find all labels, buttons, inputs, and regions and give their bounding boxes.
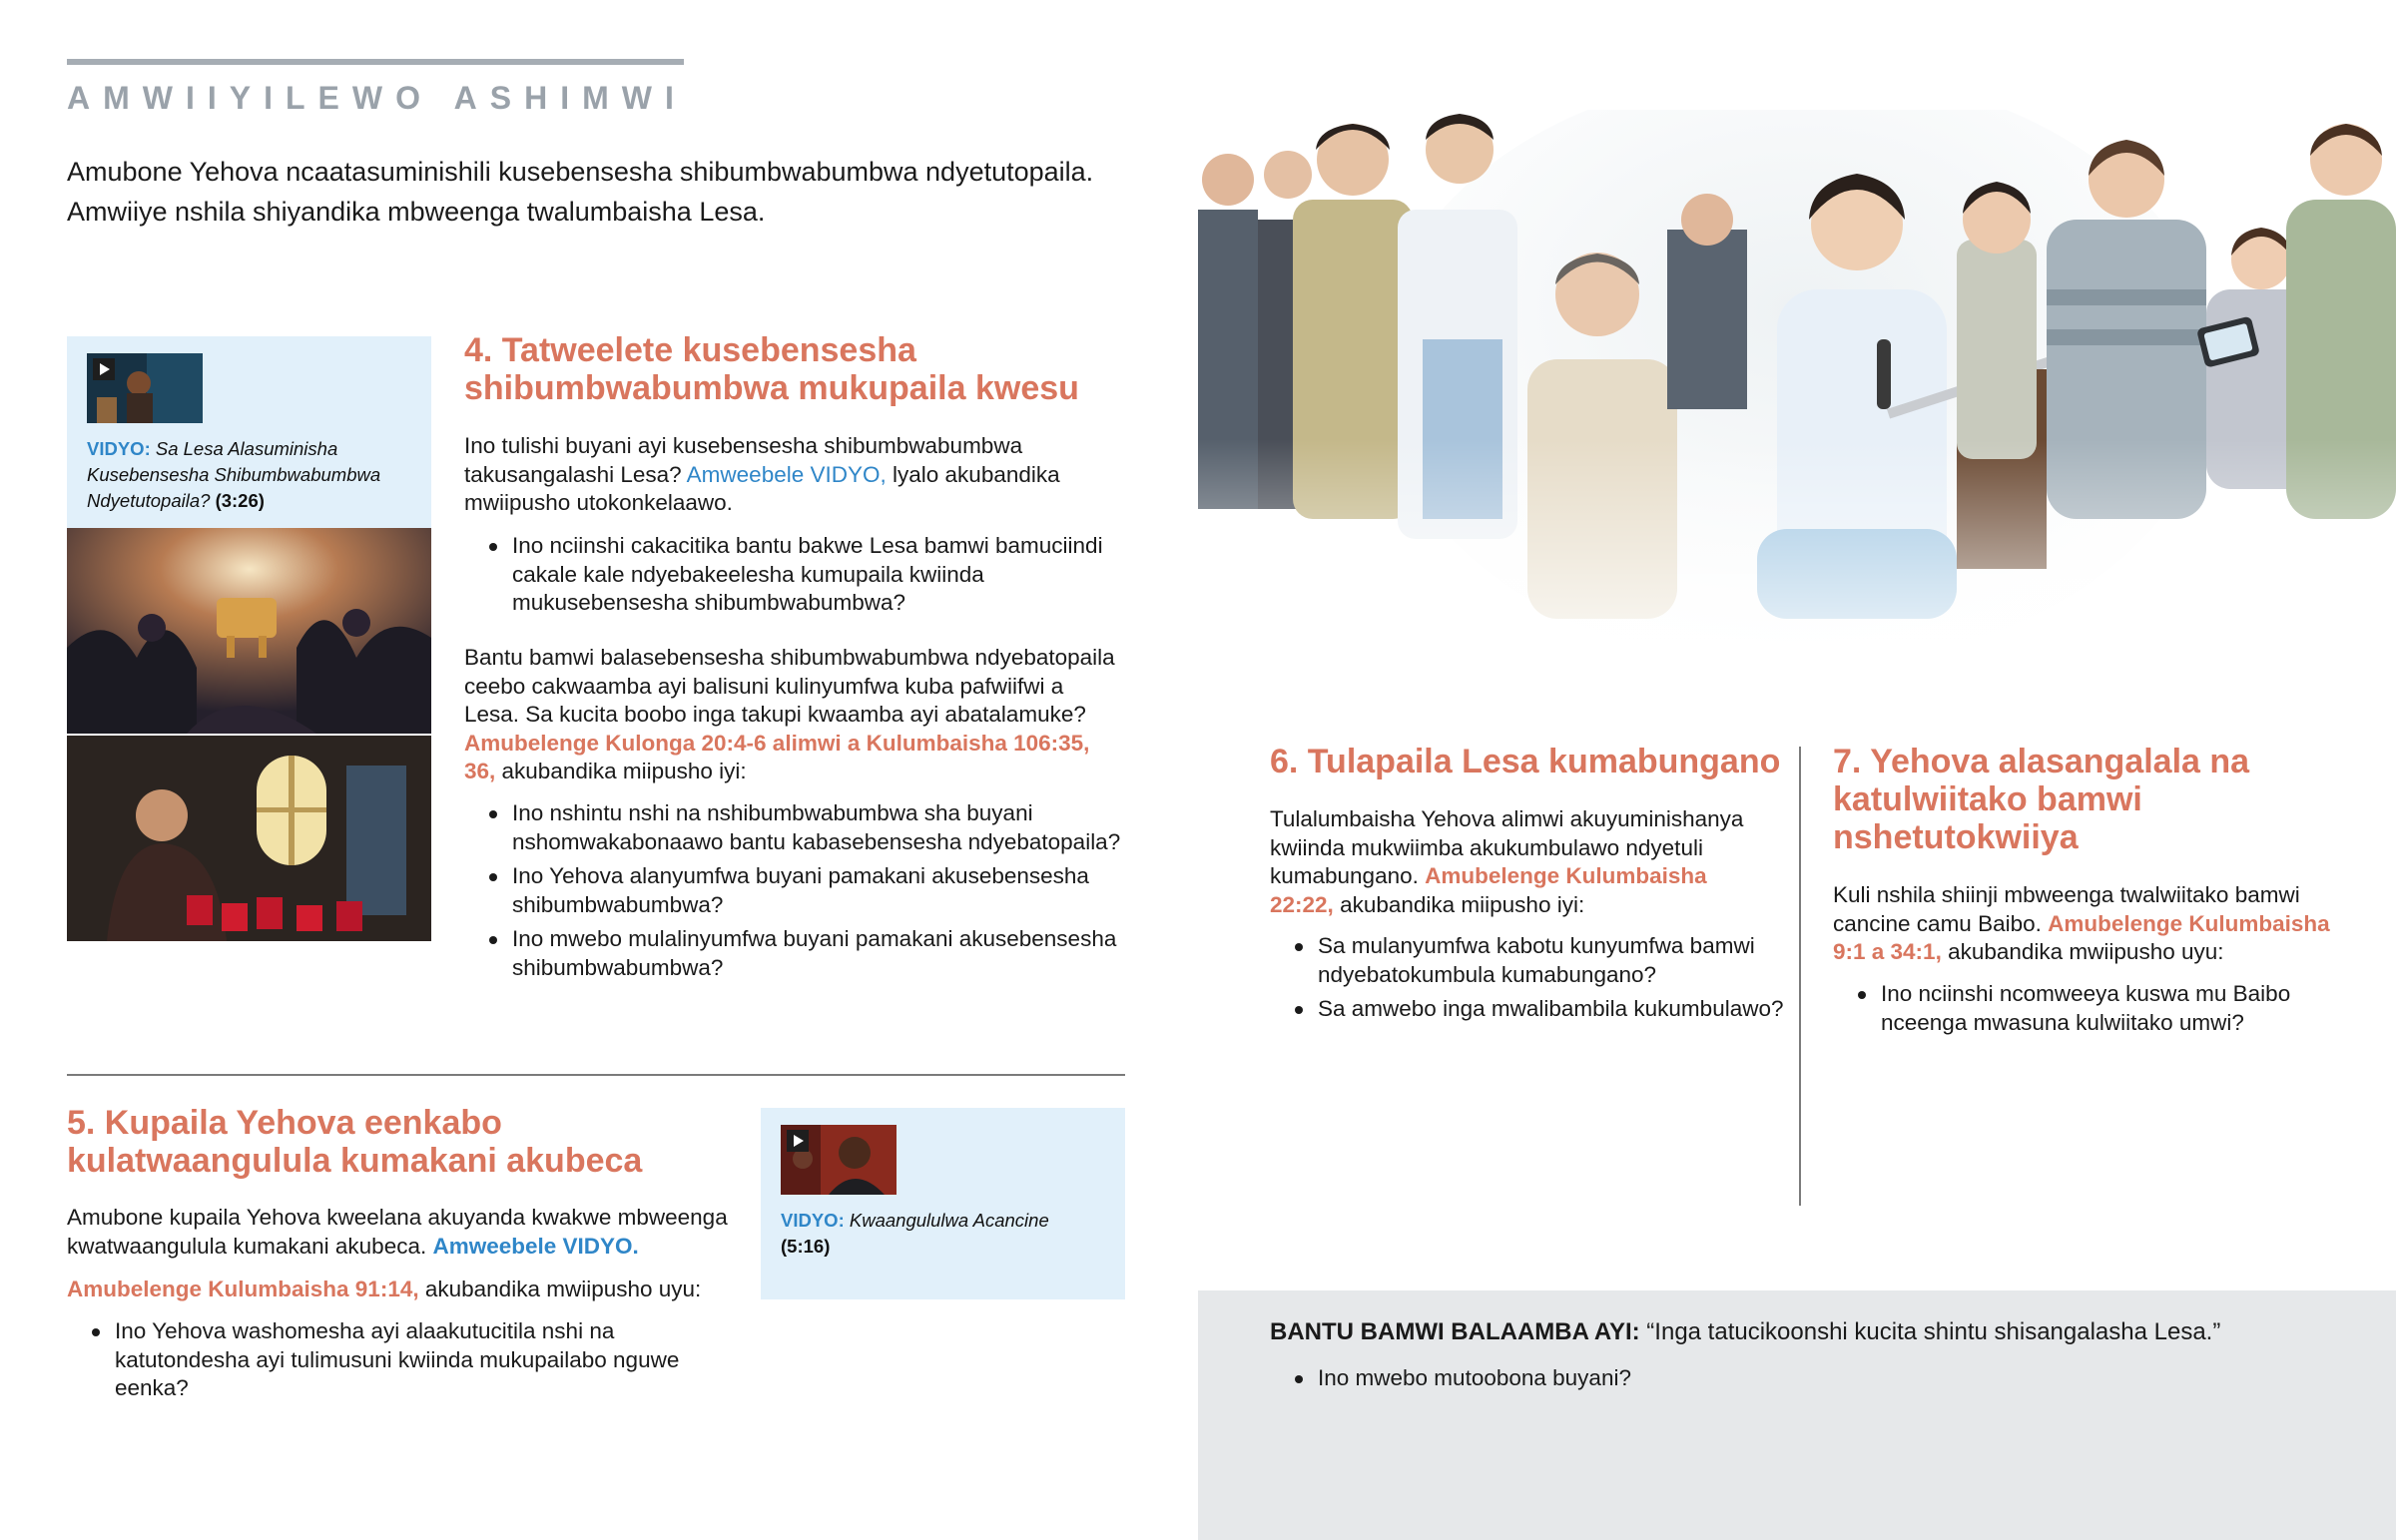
video-title: Kwaangululwa Acancine	[849, 1210, 1049, 1231]
play-icon[interactable]	[787, 1130, 809, 1152]
section7-bullets	[1833, 980, 2322, 1037]
play-icon[interactable]	[93, 358, 115, 380]
section6-paragraph	[1270, 805, 1769, 919]
section6-scripture-ref[interactable]: Amubelenge Kulumbaisha 22:22,	[1270, 863, 1707, 917]
section5-video-link[interactable]: Amweebele VIDYO.	[432, 1233, 639, 1259]
objection-label: BANTU BAMWI BALAAMBA AYI:	[1270, 1318, 1640, 1345]
objection-statement	[1270, 1318, 2348, 1347]
video-caption	[781, 1208, 1110, 1260]
video-thumbnail[interactable]	[781, 1125, 897, 1195]
objection-question: Ino mwebo mutoobona buyani?	[1270, 1364, 2268, 1393]
section5-p1-text: Amubone kupaila Yehova kweelana akuyanda kwakwe mbweenga kwatwaangulula kumakani akubeca.	[67, 1205, 728, 1259]
video-duration: (3:26)	[215, 490, 265, 511]
intro-paragraph: Amubone Yehova ncaatasuminishili kusebensesha shibumbwabumbwa ndyetutopaila. Amwiiye nshila shiyandika mbweenga twalumbaisha Lesa.	[67, 157, 1094, 227]
section5-paragraph1	[67, 1204, 746, 1261]
video-card-idolatry[interactable]	[67, 336, 431, 528]
section4-video-link[interactable]: Amweebele VIDYO,	[686, 461, 887, 487]
section7-p1-text: Kuli nshila shiinji mbweenga twalwiitako bamwi cancine camu Baibo.	[1833, 882, 2300, 936]
section5-heading: 5. Kupaila Yehova eenkabo kulatwaangulula kumakani akubeca	[67, 1104, 643, 1180]
section5-bullets	[67, 1317, 746, 1403]
section4-paragraph2	[464, 644, 1123, 786]
section4-question1: Ino nciinshi cakacitika bantu bakwe Lesa bamwi bamuciindi cakale kale ndyebakeelesha kumupaila kwiinda mukusebensesha shibumbwabumbwa?	[464, 532, 1123, 618]
section6-question2: Sa amwebo inga mwalibambila kukumbulawo?	[1270, 995, 1789, 1024]
section4-paragraph1	[464, 432, 1123, 518]
video-card-freedom[interactable]	[761, 1108, 1125, 1299]
illustration-golden-calf	[67, 528, 431, 734]
section7-scripture-ref[interactable]: Amubelenge Kulumbaisha 9:1 a 34:1,	[1833, 910, 2330, 964]
section6-p1-text2: akubandika miipusho iyi:	[1333, 891, 1585, 917]
section4-question4: Ino mwebo mulalinyumfwa buyani pamakani akusebensesha shibumbwabumbwa?	[464, 925, 1123, 982]
video-thumbnail[interactable]	[87, 353, 203, 423]
section5-paragraph2	[67, 1276, 746, 1304]
section5-scripture-ref[interactable]: Amubelenge Kulumbaisha 91:14,	[67, 1277, 419, 1301]
section4-heading: 4. Tatweelete kusebensesha shibumbwabumbwa mukupaila kwesu	[464, 331, 1079, 407]
section4-question3: Ino Yehova alanyumfwa buyani pamakani akusebensesha shibumbwabumbwa?	[464, 862, 1123, 919]
section7-paragraph	[1833, 881, 2342, 967]
section6-heading: 6. Tulapaila Lesa kumabungano	[1270, 743, 1781, 780]
section-kicker: AMWIIYILEWO ASHIMWI	[67, 80, 687, 116]
video-title: Sa Lesa Alasuminisha Kusebensesha Shibumbwabumbwa Ndyetutopaila?	[87, 438, 381, 511]
section4-bullets1	[464, 532, 1123, 618]
column-separator	[1799, 747, 1801, 1206]
video-duration: (5:16)	[781, 1236, 831, 1257]
illustration-man-praying	[67, 736, 431, 941]
section4-p2-text2: akubandika miipusho iyi:	[495, 759, 747, 783]
section4-question2: Ino nshintu nshi na nshibumbwabumbwa sha buyani nshomwakabonaawo bantu kabasebensesha ndyebatopaila?	[464, 799, 1123, 856]
section6-question1: Sa mulanyumfwa kabotu kunyumfwa bamwi ndyebatokumbula kumabungano?	[1270, 932, 1789, 989]
section7-question: Ino nciinshi ncomweeya kuswa mu Baibo nceenga mwasuna kulwiitako umwi?	[1833, 980, 2322, 1037]
section4-p1-text: Ino tulishi buyani ayi kusebensesha shibumbwabumbwa takusangalashi Lesa?	[464, 433, 1023, 487]
header-rule	[67, 59, 684, 65]
section4-bullets2	[464, 799, 1123, 982]
objection-quote: “Inga tatucikoonshi kucita shintu shisangalasha Lesa.”	[1639, 1318, 2221, 1345]
section6-bullets	[1270, 932, 1789, 1024]
section5-p2-text: akubandika mwiipusho uyu:	[418, 1277, 702, 1301]
illustration-congregation-meeting	[1198, 110, 2396, 709]
section7-heading: 7. Yehova alasangalala na katulwiitako bamwi nshetutokwiiya	[1833, 743, 2250, 856]
section4-p2-text: Bantu bamwi balasebensesha shibumbwabumbwa ndyebatopaila ceebo cakwaamba ayi balisuni kulinyumfwa kuba pafwiifwi a Lesa. Sa kucita boobo inga takupi kwaamba ayi abatalamuke?	[464, 645, 1115, 727]
section6-p1-text: Tulalumbaisha Yehova alimwi akuyuminishanya kwiinda mukwiimba akukumbulawo ndyetuli kumabungano.	[1270, 806, 1744, 888]
section-divider	[67, 1074, 1125, 1076]
video-label: VIDYO:	[87, 438, 151, 459]
section5-question: Ino Yehova washomesha ayi alaakutucitila nshi na katutondesha ayi tulimusuni kwiinda mukupailabo nguwe eenka?	[67, 1317, 746, 1403]
section4-scripture-ref[interactable]: Amubelenge Kulonga 20:4-6 alimwi a Kulumbaisha 106:35, 36,	[464, 730, 1090, 783]
objection-bullets	[1270, 1364, 2268, 1393]
section7-p1-text2: akubandika mwiipusho uyu:	[1941, 939, 2224, 964]
video-label: VIDYO:	[781, 1210, 845, 1231]
video-caption	[87, 436, 416, 514]
section4-p1-text2: lyalo akubandika mwiipusho utokonkelaawo.	[464, 461, 1060, 515]
